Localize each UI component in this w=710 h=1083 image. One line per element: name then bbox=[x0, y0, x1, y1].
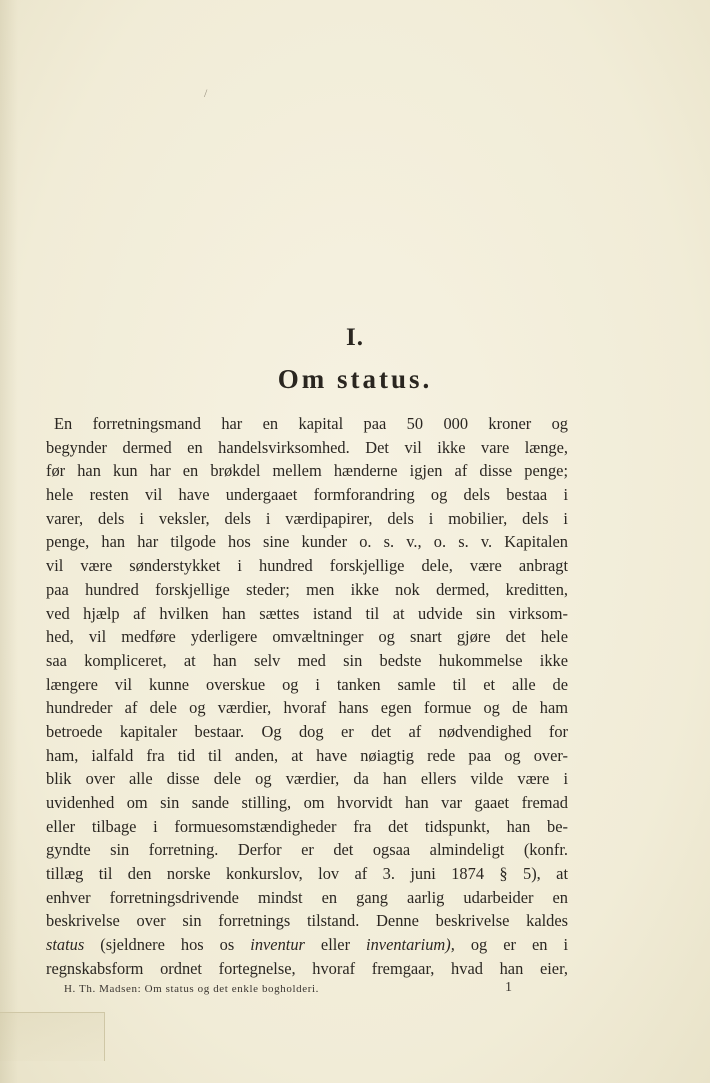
paragraph-line: penge, han har tilgode hos sine kunder o. s. v., o. s. v. Kapitalen bbox=[46, 532, 568, 552]
paragraph-line: gyndte sin forretning. Derfor er det ogsaa almindeligt (konfr. bbox=[46, 840, 568, 860]
line-text: eller bbox=[304, 935, 367, 955]
paragraph-line: betroede kapitaler bestaar. Og dog er det af nødvendighed for bbox=[46, 721, 568, 741]
page-edge-shadow bbox=[0, 0, 18, 1083]
paragraph-line: blik over alle disse dele og værdier, da han ellers vilde være i bbox=[46, 769, 568, 789]
italic-word-inventarium: inventarium), bbox=[366, 935, 455, 955]
paragraph-line: enhver forretningsdrivende mindst en gang aarlig udarbeider en bbox=[46, 887, 568, 907]
paragraph-line: regnskabsform ordnet fortegnelse, hvoraf fremgaar, hvad han eier, bbox=[46, 958, 568, 978]
line-text: og er en i bbox=[454, 935, 569, 955]
paragraph-line: paa hundred forskjellige steder; men ikke nok dermed, kreditten, bbox=[46, 579, 568, 599]
paragraph-line-with-italics bbox=[46, 933, 568, 957]
paragraph-line: hed, vil medføre yderligere omvæltninger og snart gjøre det hele bbox=[46, 627, 568, 647]
paragraph-line: vil være sønderstykket i hundred forskjellige dele, være anbragt bbox=[46, 556, 568, 576]
paragraph-line: ved hjælp af hvilken han sættes istand til at udvide sin virksom- bbox=[46, 603, 568, 623]
page-footer: H. Th. Madsen: Om status og det enkle bogholderi. bbox=[64, 983, 319, 995]
paragraph-line: eller tilbage i formuesomstændigheder fra det tidspunkt, han be- bbox=[46, 816, 568, 836]
paragraph-line: hundreder af dele og værdier, hvoraf hans egen formue og de ham bbox=[46, 698, 568, 718]
paragraph-line: uvidenhed om sin sande stilling, om hvorvidt han var gaaet fremad bbox=[46, 793, 568, 812]
chapter-number: I. bbox=[346, 324, 364, 351]
paragraph-line: varer, dels i veksler, dels i værdipapirer, dels i mobilier, dels i bbox=[46, 508, 568, 528]
paragraph-line: før han kun har en brøkdel mellem hænderne igjen af disse penge; bbox=[46, 461, 568, 481]
line-text: (sjeldnere hos os bbox=[84, 935, 251, 955]
paragraph-line: tillæg til den norske konkurslov, lov af 3. juni 1874 § 5), at bbox=[46, 864, 568, 884]
paragraph-line: længere vil kunne overskue og i tanken samle til et alle de bbox=[46, 674, 568, 694]
chapter-title: Om status. bbox=[277, 364, 433, 394]
italic-word-inventur: inventur bbox=[250, 935, 305, 955]
paragraph-line: En forretningsmand har en kapital paa 50 000 kroner og bbox=[54, 414, 568, 433]
paragraph-line: ham, ialfald fra tid til anden, at have nøiagtig rede paa og over- bbox=[46, 745, 568, 765]
paragraph-line: beskrivelse over sin forretnings tilstand. Denne beskrivelse kaldes bbox=[46, 911, 568, 931]
stray-mark: / bbox=[204, 86, 208, 100]
body-paragraph bbox=[46, 412, 568, 981]
paragraph-line: saa kompliceret, at han selv med sin bedste hukommelse ikke bbox=[46, 650, 568, 670]
signature-mark: 1 bbox=[505, 980, 512, 995]
paragraph-line: begynder dermed en handelsvirksomhed. Det vil ikke vare længe, bbox=[46, 437, 568, 457]
paragraph-line: hele resten vil have undergaaet formforandring og dels bestaa i bbox=[46, 485, 568, 505]
italic-word-status: status bbox=[46, 935, 85, 955]
bottom-margin-panel bbox=[0, 1012, 105, 1061]
